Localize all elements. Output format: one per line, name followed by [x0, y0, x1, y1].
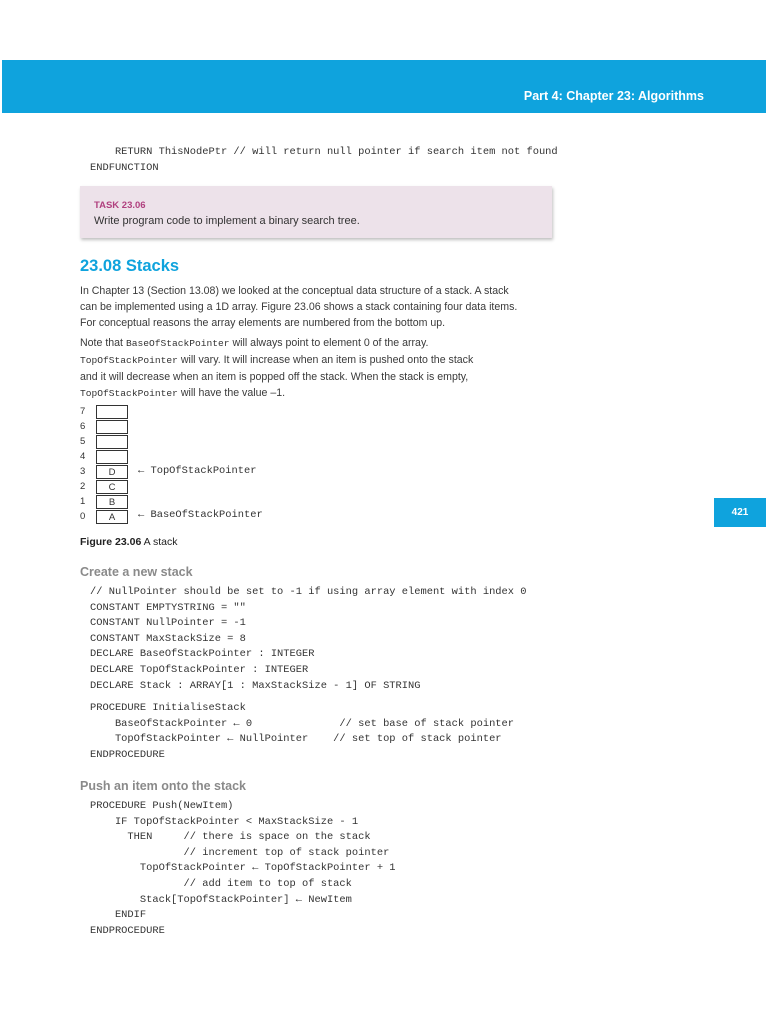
code-line: RETURN ThisNodePtr // will return null pointer if search item not found	[90, 146, 558, 158]
base-pointer-label: ← BaseOfStackPointer	[138, 509, 263, 521]
code-line: IF TopOfStackPointer < MaxStackSize - 1	[90, 815, 359, 828]
stack-index: 3	[80, 466, 86, 477]
section-heading: 23.08 Stacks	[80, 257, 180, 275]
header-band	[2, 60, 766, 113]
inline-code: TopOfStackPointer	[80, 388, 178, 399]
code-line: CONSTANT MaxStackSize = 8	[90, 632, 246, 645]
code-line: DECLARE BaseOfStackPointer : INTEGER	[90, 648, 315, 661]
paragraph-line	[80, 335, 560, 352]
intro-paragraph	[80, 283, 560, 331]
task-text: Write program code to implement a binary search tree.	[94, 215, 360, 227]
paragraph-line: and it will decrease when an item is popped off the stack. When the stack is empty,	[80, 371, 469, 383]
paragraph-line: For conceptual reasons the array elements are numbered from the bottom up.	[80, 317, 446, 329]
create-stack-code	[90, 585, 526, 694]
code-line: ENDPROCEDURE	[90, 924, 165, 937]
stack-index: 7	[80, 406, 86, 417]
stack-figure	[80, 404, 340, 526]
text: will vary. It will increase when an item is pushed onto the stack	[177, 354, 474, 366]
create-stack-heading: Create a new stack	[80, 565, 193, 579]
stack-index: 5	[80, 436, 86, 447]
code-line: // add item to top of stack	[90, 877, 352, 890]
push-heading: Push an item onto the stack	[80, 779, 247, 793]
code-line: TopOfStackPointer ← NullPointer // set top of stack pointer	[90, 733, 502, 746]
code-line: ENDPROCEDURE	[90, 748, 165, 761]
stack-cell	[96, 450, 128, 464]
code-line: Stack[TopOfStackPointer] ← NewItem	[90, 893, 352, 906]
inline-code: BaseOfStackPointer	[125, 338, 230, 349]
stack-index: 6	[80, 421, 86, 432]
chapter-title: Part 4: Chapter 23: Algorithms	[523, 89, 704, 103]
stack-cell	[96, 420, 128, 434]
code-line: DECLARE Stack : ARRAY[1 : MaxStackSize - 1] OF STRING	[90, 679, 421, 692]
pointer-paragraph	[80, 335, 560, 402]
paragraph-line	[80, 352, 560, 369]
push-code	[90, 799, 396, 939]
code-line: ENDFUNCTION	[90, 161, 159, 174]
initialise-stack-code	[90, 701, 514, 763]
code-line: ENDIF	[90, 909, 147, 922]
task-box	[80, 186, 552, 238]
stack-cell	[96, 405, 128, 419]
code-line: PROCEDURE Push(NewItem)	[90, 800, 234, 812]
caption-text: A stack	[141, 536, 178, 548]
stack-index: 1	[80, 496, 86, 507]
task-label: TASK 23.06	[94, 200, 146, 211]
paragraph-line	[80, 385, 560, 402]
text: will have the value –1.	[177, 387, 286, 399]
top-pointer-label: ← TopOfStackPointer	[138, 465, 257, 477]
figure-caption	[80, 536, 177, 548]
code-snippet-top	[90, 145, 558, 176]
inline-code: TopOfStackPointer	[80, 355, 178, 366]
caption-number: Figure 23.06	[80, 536, 142, 548]
code-line: PROCEDURE InitialiseStack	[90, 702, 246, 714]
paragraph-line: can be implemented using a 1D array. Figure 23.06 shows a stack containing four data items.	[80, 301, 518, 313]
stack-index: 0	[80, 511, 86, 522]
stack-cell: A	[96, 510, 128, 524]
page-number: 421	[714, 498, 766, 527]
text: Note that	[80, 337, 126, 349]
code-line: // increment top of stack pointer	[90, 846, 390, 859]
code-line: // NullPointer should be set to -1 if using array element with index 0	[90, 586, 527, 598]
stack-index: 4	[80, 451, 86, 462]
stack-cell: D	[96, 465, 128, 479]
code-line: DECLARE TopOfStackPointer : INTEGER	[90, 663, 309, 676]
code-line: TopOfStackPointer ← TopOfStackPointer + 1	[90, 862, 396, 875]
stack-cell	[96, 435, 128, 449]
stack-cell: C	[96, 480, 128, 494]
code-line: THEN // there is space on the stack	[90, 831, 371, 844]
code-line: CONSTANT NullPointer = -1	[90, 617, 246, 630]
text: will always point to element 0 of the array.	[229, 337, 429, 349]
stack-index: 2	[80, 481, 86, 492]
stack-cell: B	[96, 495, 128, 509]
code-line: BaseOfStackPointer ← 0 // set base of stack pointer	[90, 717, 515, 730]
code-line: CONSTANT EMPTYSTRING = ""	[90, 601, 246, 614]
paragraph-line: In Chapter 13 (Section 13.08) we looked at the conceptual data structure of a stack. A stack	[80, 285, 509, 297]
